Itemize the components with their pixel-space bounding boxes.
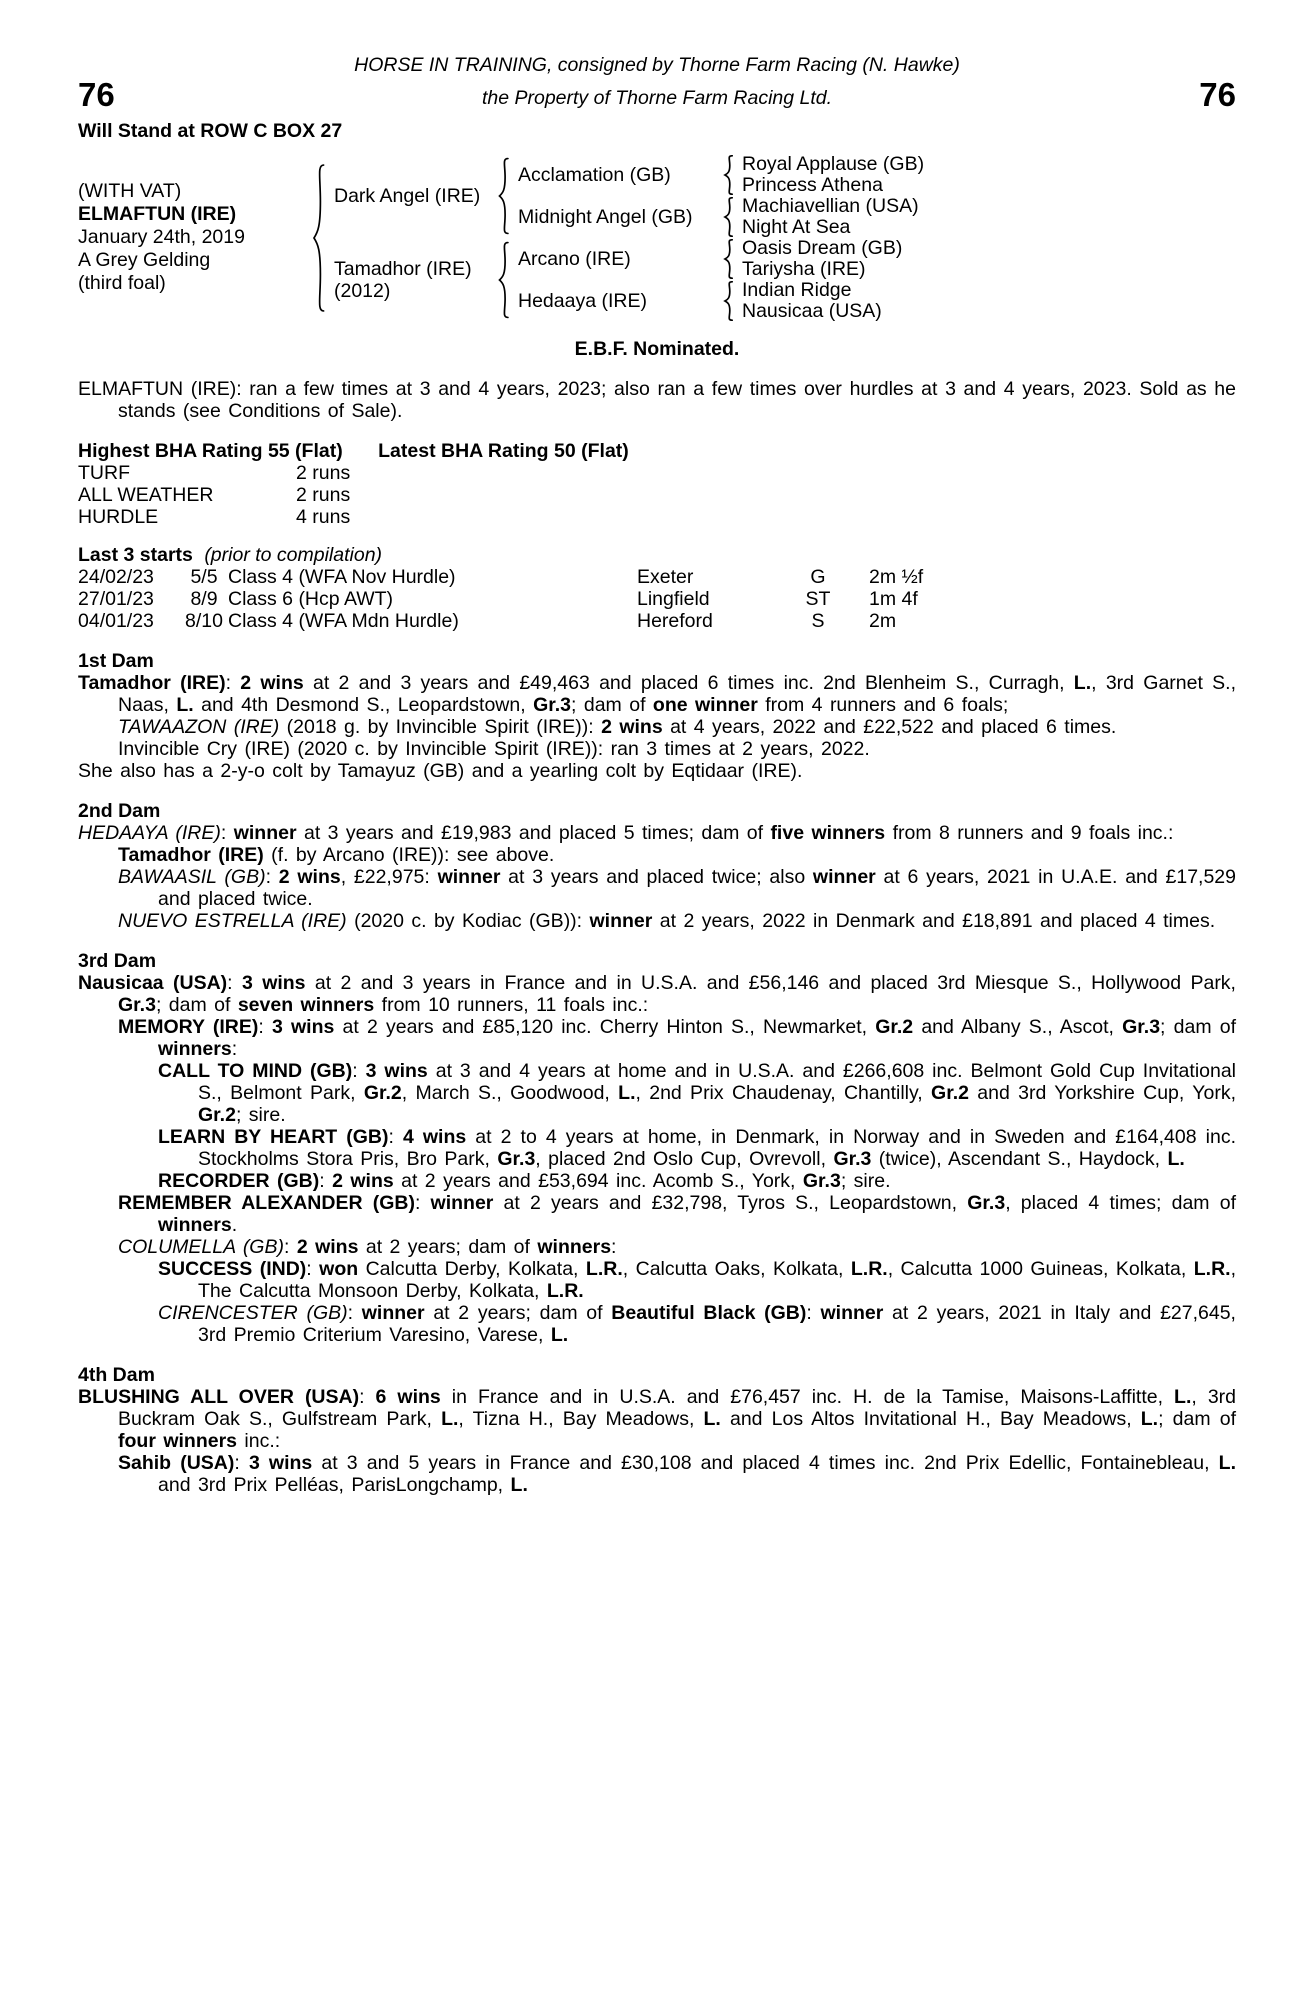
ancestor-name: Arcano (IRE) <box>518 248 631 270</box>
pedigree-paragraph: COLUMELLA (GB): 2 wins at 2 years; dam of winners: <box>118 1236 617 1258</box>
ratings-section <box>78 440 1236 528</box>
ebf-nominated-line: E.B.F. Nominated. <box>574 338 740 360</box>
pedigree-entry <box>518 154 924 196</box>
dam-year: (2012) <box>334 280 391 302</box>
starts-date: 24/02/23 <box>78 566 154 588</box>
pedigree-paragraph: She also has a 2-y-o colt by Tamayuz (GB) and a yearling colt by Eqtidaar (IRE). <box>78 760 803 782</box>
pedigree-paragraph: BAWAASIL (GB): 2 wins, £22,975: winner at 3 years and placed twice; also winner at 6 years, 2021 in U.A.E. and £17,529 and placed twice. <box>118 866 1236 910</box>
pedigree-entry <box>518 238 902 280</box>
pedigree-paragraph: TAWAAZON (IRE) (2018 g. by Invincible Spirit (IRE)): 2 wins at 4 years, 2022 and £22,522 and placed 6 times. <box>118 716 1117 738</box>
brace-icon <box>722 239 734 279</box>
pedigree-paragraph: CALL TO MIND (GB): 3 wins at 3 and 4 years at home and in U.S.A. and £266,608 inc. Belmont Gold Cup Invitational S., Belmont Park, Gr.2, March S., Goodwood, L., 2nd Prix Chaudenay, Chantilly, Gr.2 and 3rd Yorkshire Cup, York, Gr.2; sire. <box>158 1060 1237 1126</box>
pedigree-paragraph: SUCCESS (IND): won Calcutta Derby, Kolkata, L.R., Calcutta Oaks, Kolkata, L.R., Calcutta 1000 Guineas, Kolkata, L.R., The Calcutta Monsoon Derby, Kolkata, L.R. <box>158 1258 1237 1302</box>
dam-heading: 2nd Dam <box>78 800 161 822</box>
pedigree-entry <box>518 196 924 238</box>
starts-position: 8/10 <box>185 610 223 632</box>
starts-course: Hereford <box>637 610 713 632</box>
grandparents <box>742 154 924 196</box>
runs-value: 2 runs <box>296 462 351 484</box>
brace-icon <box>722 197 734 237</box>
starts-course: Exeter <box>637 566 694 588</box>
highest-rating: Highest BHA Rating 55 (Flat) <box>78 440 343 462</box>
vat-note: (WITH VAT) <box>78 179 182 202</box>
ratings-heading <box>78 440 1236 462</box>
last-starts-note: (prior to compilation) <box>204 544 383 566</box>
starts-class: Class 4 (WFA Nov Hurdle) <box>228 566 456 588</box>
dam-heading: 4th Dam <box>78 1364 155 1386</box>
lot-number-right: 76 <box>1199 76 1236 113</box>
horse-info-column <box>78 181 306 296</box>
ancestor-name: Princess Athena <box>742 174 883 196</box>
starts-distance: 2m ½f <box>869 566 924 588</box>
starts-going: G <box>810 566 826 588</box>
pedigree-paragraph: CIRENCESTER (GB): winner at 2 years; dam of Beautiful Black (GB): winner at 2 years, 2021 in Italy and £27,645, 3rd Premio Criterium Varesino, Varese, L. <box>158 1302 1236 1346</box>
sire-name: Dark Angel (IRE) <box>334 185 481 207</box>
dam-parents <box>518 238 902 322</box>
ancestor-name: Tariysha (IRE) <box>742 258 866 280</box>
ancestor-name: Night At Sea <box>742 216 851 238</box>
ratings-row <box>78 462 1236 484</box>
brace-icon <box>722 281 734 321</box>
pedigree-paragraph: Tamadhor (IRE) (f. by Arcano (IRE)): see above. <box>118 844 555 866</box>
ratings-row <box>78 484 1236 506</box>
dam-name-text: Tamadhor (IRE) <box>334 258 472 280</box>
ancestor-name: Midnight Angel (GB) <box>518 206 693 228</box>
dam-heading: 1st Dam <box>78 650 154 672</box>
pedigree-paragraph: MEMORY (IRE): 3 wins at 2 years and £85,120 inc. Cherry Hinton S., Newmarket, Gr.2 and Albany S., Ascot, Gr.3; dam of winners: <box>118 1016 1237 1060</box>
property-line: the Property of Thorne Farm Racing Ltd. <box>481 87 833 109</box>
sire-parents <box>518 154 924 238</box>
consignor-line: HORSE IN TRAINING, consigned by Thorne Farm Racing (N. Hawke) <box>354 54 960 76</box>
surface-label: TURF <box>78 462 130 484</box>
dam-brace-icon <box>496 241 510 319</box>
sire-brace-icon <box>496 157 510 235</box>
ancestor-name: Machiavellian (USA) <box>742 195 919 217</box>
pedigree-paragraph: BLUSHING ALL OVER (USA): 6 wins in France and in U.S.A. and £76,457 inc. H. de la Tamise, Maisons-Laffitte, L., 3rd Buckram Oak S., Gulfstream Park, L., Tizna H., Bay Meadows, L. and Los Altos Invitational H., Bay Meadows, L.; dam of four winners inc.: <box>78 1386 1236 1452</box>
pedigree-paragraph: Tamadhor (IRE): 2 wins at 2 and 3 years and £49,463 and placed 6 times inc. 2nd Blenheim S., Curragh, L., 3rd Garnet S., Naas, L. and 4th Desmond S., Leopardstown, Gr.3; dam of one winner from 4 runners and 6 foals; <box>78 672 1237 716</box>
starts-position: 8/9 <box>190 588 218 610</box>
pedigree-paragraph: Nausicaa (USA): 3 wins at 2 and 3 years in France and in U.S.A. and £56,146 and placed 3rd Miesque S., Hollywood Park, Gr.3; dam of seven winners from 10 runners, 11 foals inc.: <box>78 972 1236 1016</box>
grandparents <box>742 280 882 322</box>
runs-value: 2 runs <box>296 484 351 506</box>
pedigree-paragraph: REMEMBER ALEXANDER (GB): winner at 2 years and £32,798, Tyros S., Leopardstown, Gr.3, placed 4 times; dam of winners. <box>118 1192 1236 1236</box>
last-starts-heading <box>78 544 1236 566</box>
ancestor-name: Nausicaa (USA) <box>742 300 882 322</box>
surface-label: HURDLE <box>78 506 159 528</box>
pedigree-entry <box>518 280 902 322</box>
ancestor-name: Acclamation (GB) <box>518 164 671 186</box>
horse-name: ELMAFTUN (IRE) <box>78 202 237 225</box>
horse-description: A Grey Gelding <box>78 248 211 271</box>
grandparents <box>742 196 919 238</box>
foal-note: (third foal) <box>78 271 166 294</box>
starts-date: 27/01/23 <box>78 588 154 610</box>
surface-label: ALL WEATHER <box>78 484 214 506</box>
pedigree-paragraph: LEARN BY HEART (GB): 4 wins at 2 to 4 years at home, in Denmark, in Norway and in Sweden and £164,408 inc. Stockholms Stora Pris, Bro Park, Gr.3, placed 2nd Oslo Cup, Ovrevoll, Gr.3 (twice), Ascendant S., Haydock, L. <box>158 1126 1237 1170</box>
lot-number-left: 76 <box>78 76 115 113</box>
starts-distance: 1m 4f <box>869 588 918 610</box>
pedigree-table <box>78 154 1236 322</box>
starts-going: ST <box>805 588 831 610</box>
starts-table-body <box>78 566 1236 632</box>
pedigree-paragraph: Invincible Cry (IRE) (2020 c. by Invincible Spirit (IRE)): ran 3 times at 2 years, 2022. <box>118 738 870 760</box>
header-row <box>78 78 1236 112</box>
latest-rating: Latest BHA Rating 50 (Flat) <box>378 440 629 462</box>
grandparents <box>742 238 902 280</box>
starts-row <box>78 588 1236 610</box>
runs-value: 4 runs <box>296 506 351 528</box>
ancestor-name: Oasis Dream (GB) <box>742 237 903 259</box>
pedigree-paragraph: RECORDER (GB): 2 wins at 2 years and £53,694 inc. Acomb S., York, Gr.3; sire. <box>158 1170 891 1192</box>
ancestor-name: Hedaaya (IRE) <box>518 290 647 312</box>
dam-row <box>334 238 924 322</box>
pedigree-brace-icon <box>310 162 326 314</box>
last-starts-section <box>78 544 1236 632</box>
pedigree-paragraph: NUEVO ESTRELLA (IRE) (2020 c. by Kodiac (GB)): winner at 2 years, 2022 in Denmark and £18,891 and placed 4 times. <box>118 910 1216 932</box>
pedigree-generations <box>334 154 924 322</box>
starts-date: 04/01/23 <box>78 610 154 632</box>
last-starts-title: Last 3 starts <box>78 544 193 566</box>
brace-icon <box>722 155 734 195</box>
ancestor-name: Royal Applause (GB) <box>742 153 925 175</box>
pedigree-paragraph: Sahib (USA): 3 wins at 3 and 5 years in France and £30,108 and placed 4 times inc. 2nd Prix Edellic, Fontainebleau, L. and 3rd Prix Pelléas, ParisLongchamp, L. <box>118 1452 1236 1496</box>
ratings-row <box>78 506 1236 528</box>
starts-course: Lingfield <box>637 588 710 610</box>
starts-class: Class 4 (WFA Mdn Hurdle) <box>228 610 459 632</box>
starts-row <box>78 610 1236 632</box>
starts-going: S <box>811 610 825 632</box>
dam-heading: 3rd Dam <box>78 950 157 972</box>
starts-position: 5/5 <box>190 566 218 588</box>
pedigree-paragraph: HEDAAYA (IRE): winner at 3 years and £19,983 and placed 5 times; dam of five winners from 8 runners and 9 foals inc.: <box>78 822 1174 844</box>
starts-class: Class 6 (Hcp AWT) <box>228 588 394 610</box>
ancestor-name: Indian Ridge <box>742 279 852 301</box>
dam-name <box>334 258 492 302</box>
foal-date: January 24th, 2019 <box>78 225 245 248</box>
dam-sections <box>78 650 1236 1496</box>
stand-location: Will Stand at ROW C BOX 27 <box>78 120 343 142</box>
starts-distance: 2m <box>869 610 897 632</box>
starts-row <box>78 566 1236 588</box>
sire-row <box>334 154 924 238</box>
race-record-paragraph: ELMAFTUN (IRE): ran a few times at 3 and 4 years, 2023; also ran a few times over hurdles at 3 and 4 years, 2023. Sold as he stands (see Conditions of Sale). <box>78 378 1236 422</box>
